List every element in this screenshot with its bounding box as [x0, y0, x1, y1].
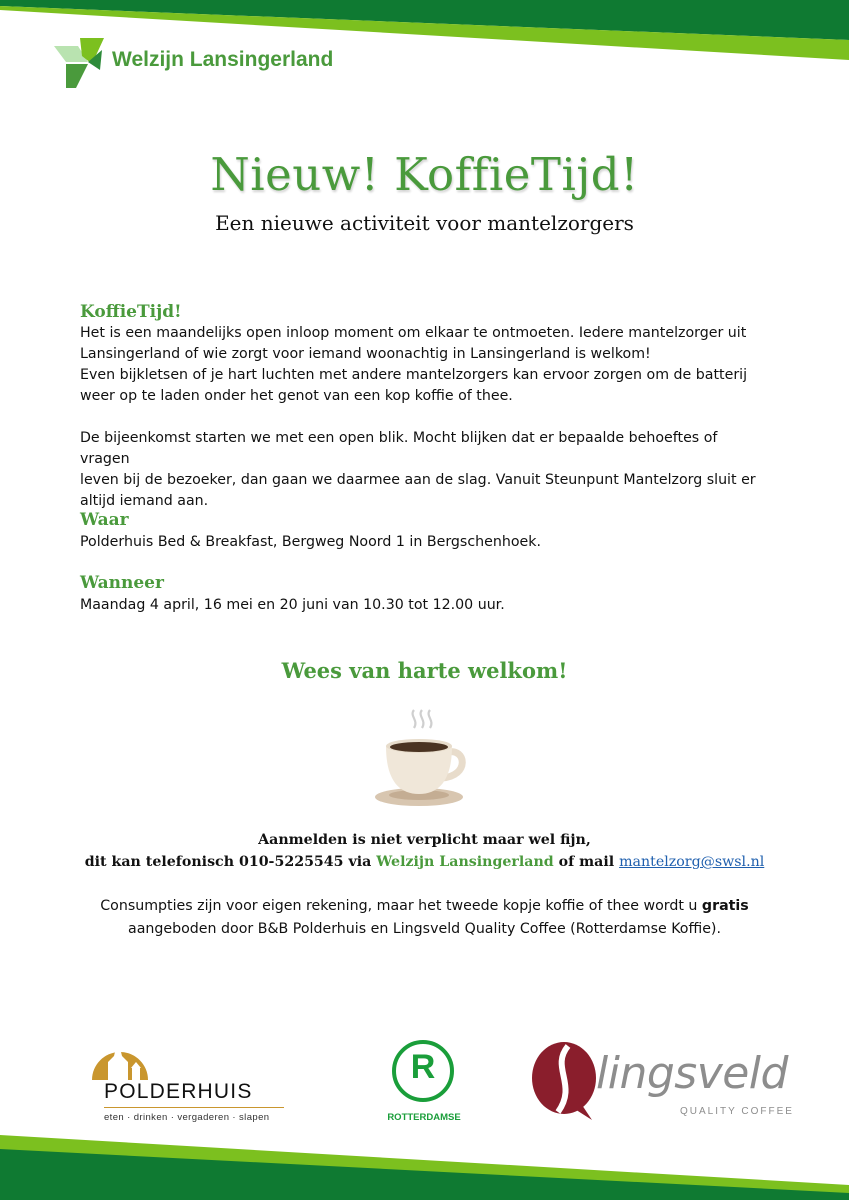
signup-mail-prefix: of mail: [553, 854, 620, 870]
polderhuis-emblem-icon: [90, 1038, 150, 1082]
consumption-line-1: [0, 898, 849, 914]
intro-line: Even bijkletsen of je hart luchten met andere mantelzorgers kan ervoor zorgen om de batterij: [80, 367, 748, 383]
brand-logo-icon: [52, 36, 108, 92]
details-line: De bijeenkomst starten we met een open blik. Mocht blijken dat er bepaalde behoeftes of vragen: [80, 430, 718, 467]
polderhuis-logo: [90, 1038, 290, 1128]
intro-paragraph: [80, 323, 770, 407]
lingsveld-logo: [530, 1040, 800, 1124]
signup-line-2: [0, 854, 849, 870]
page-subtitle: Een nieuwe activiteit voor mantelzorgers: [215, 211, 634, 235]
brand-name: Welzijn Lansingerland: [112, 48, 334, 71]
bottom-banner: [0, 1135, 849, 1200]
lingsveld-bean-icon: [530, 1040, 600, 1122]
section-heading-waar: Waar: [80, 510, 129, 530]
lingsveld-tagline: QUALITY COFFEE: [680, 1106, 794, 1117]
rotterdamse-name: ROTTERDAMSE: [387, 1112, 461, 1123]
section-heading-koffietijd: KoffieTijd!: [80, 302, 182, 322]
email-link[interactable]: mantelzorg@swsl.nl: [619, 854, 765, 870]
page-title: Nieuw! KoffieTijd!: [210, 148, 639, 201]
details-line: leven bij de bezoeker, dan gaan we daarmee aan de slag. Vanuit Steunpunt Mantelzorg sluit er: [80, 472, 756, 488]
details-paragraph: [80, 428, 770, 512]
consumption-gratis: gratis: [701, 898, 749, 914]
location-text: Polderhuis Bed & Breakfast, Bergweg Noord 1 in Bergschenhoek.: [80, 534, 541, 550]
signup-org-name: Welzijn Lansingerland: [376, 854, 554, 870]
signup-phone-text: dit kan telefonisch 010-5225545 via: [84, 854, 377, 870]
intro-line: Het is een maandelijks open inloop moment om elkaar te ontmoeten. Iedere mantelzorger uit: [80, 325, 747, 341]
consumption-line-2: aangeboden door B&B Polderhuis en Lingsveld Quality Coffee (Rotterdamse Koffie).: [128, 921, 721, 937]
welcome-text: Wees van harte welkom!: [281, 658, 568, 683]
signup-line-1: Aanmelden is niet verplicht maar wel fijn,: [258, 832, 591, 848]
polderhuis-divider: [104, 1107, 284, 1108]
lingsveld-name: lingsveld: [596, 1048, 788, 1099]
consumption-text: Consumpties zijn voor eigen rekening, maar het tweede kopje koffie of thee wordt u: [100, 898, 702, 914]
intro-line: Lansingerland of wie zorgt voor iemand woonachtig in Lansingerland is welkom!: [80, 346, 651, 362]
brand-logo: [52, 36, 372, 92]
polderhuis-tagline: eten · drinken · vergaderen · slapen: [104, 1112, 270, 1123]
polderhuis-name: POLDERHUIS: [104, 1080, 253, 1103]
rotterdamse-logo: [388, 1040, 460, 1126]
intro-line: weer op te laden onder het genot van een kop koffie of thee.: [80, 388, 513, 404]
section-heading-wanneer: Wanneer: [80, 573, 164, 593]
rotterdamse-letter: R: [410, 1048, 436, 1086]
details-line: altijd iemand aan.: [80, 493, 209, 509]
coffee-cup-icon: [368, 706, 472, 810]
dates-text: Maandag 4 april, 16 mei en 20 juni van 10.30 tot 12.00 uur.: [80, 597, 505, 613]
